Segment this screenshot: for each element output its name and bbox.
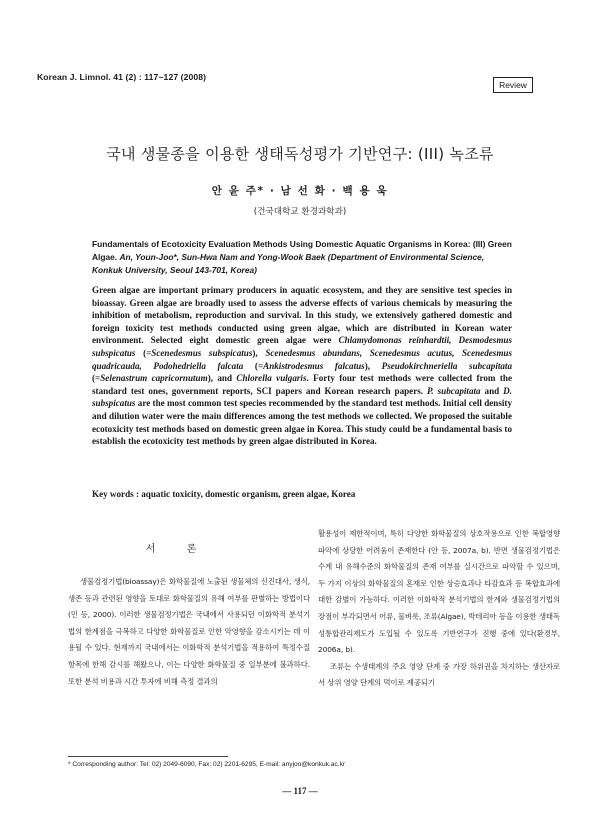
footnote-divider [68,756,228,757]
section-heading-introduction: 서 론 [145,544,211,555]
korean-title: 국내 생물종을 이용한 생태독성평가 기반연구: (III) 녹조류 [106,145,494,163]
article-type-badge: Review [493,77,533,93]
keywords: Key words : aquatic toxicity, domestic organism, green algae, Korea [92,489,356,499]
corresponding-author-footnote: * Corresponding author: Tel: 02) 2049-6090, Fax: 02) 2201-6295, E-mail: anyjoo@konkuk.ac.kr [68,761,346,768]
journal-citation: Korean J. Limnol. 41 (2) : 117~127 (2008) [37,72,207,82]
body-column-left [68,574,310,690]
page-number: — 117 — [282,786,318,796]
intro-paragraph-1-continued: 활용성이 제한적이며, 특히 다양한 화학물질의 상호작용으로 인한 복합영향 파악에 상당한 어려움이 존재한다 (안 등, 2007a, b). 반면 생물검정기법은 수계 내 유해수준의 화학물질의 존재 여부를 실시간으로 파악할 수 있으며, 두 가지 이상의 화학물질의 혼재로 인한 상승효과나 타감효과 등 복합효과에 대한 감별이 가능하다. 이러한 이화학적 분석기법의 한계와 생물검정기법의 장점이 부각되면서 어류, 물벼룩, 조류(Algae), 박테리아 등을 이용한 생태독성통합관리제도가 도입될 수 있도록 기반연구가 진행 중에 있다(환경부, 2006a, b). [318,529,560,655]
english-authors: An, Youn-Joo*, Sun-Hwa Nam and Yong-Wook Baek [119,252,326,262]
intro-paragraph-2: 조류는 수생태계의 주요 영양 단계 중 가장 하위권을 차지하는 생산자로서 상위 영양 단계의 먹이로 제공되기 [318,661,560,688]
english-title: Fundamentals of Ecotoxicity Evaluation Methods Using Domestic Aquatic Organisms in Korea: (III) Green Algae. [92,239,512,262]
english-title-block [92,238,512,277]
abstract: Green algae are important primary producers in aquatic ecosystem, and they are sensitive test species in bioassay. Green algae are broadly used to assess the adverse effects of various chemicals by measuring the inhibition of metabolism, reproduction and survival. In this study, we extensively gathered domestic and foreign toxicity test methods conducted using green algae, which are distributed in Korean water environment. Selected eight domestic green algae were Chlamydomonas reinhardtii, Desmodesmus subspicatus (=Scenedesmus subspicatus), Scenedesmus abundans, Scenedesmus acutus, Scenedesmus quadricauda, Podohedriella falcata (=Ankistrodesmus falcatus), Pseudokirchneriella subcapitata (=Selenastrum capricornutum), and Chlorella vulgaris. Forty four test methods were collected from the standard test ones, government reports, SCI papers and Korean research papers. P. subcapitata and D. subspicatus are the most common test species recommended by the standard test methods. Initial cell density and dilution water were the main differences among the test methods we collected. We proposed the suitable ecotoxicity test methods based on domestic green algae in Korea. This study could be a fundamental basis to establish the ecotoxicity test methods by green algae distributed in Korea. [92,285,513,447]
english-affiliation: (Department of Environmental Science, Konkuk University, Seoul 143-701, Korea) [92,252,485,275]
intro-paragraph-1: 생물검정기법(bioassay)은 화학물질에 노출된 생물체의 신진대사, 생식, 생존 등과 관련된 영향을 토대로 화학물질의 유해 여부를 판별하는 방법이다(민 등, 2000). 이러한 생물검정기법은 국내에서 사용되던 이화학적 분석기법의 한계점을 극복하고 다양한 화학물질로 인한 악영향을 감소시키는 데 이용될 수 있다. 현재까지 국내에서는 이화학적 분석기법을 적용하여 특정수질항목에 한해 감시를 해왔으나, 이는 다양한 화학물질 중 일부분에 불과하다. 또한 분석 비용과 시간 투자에 비해 측정 결과의 [68,577,310,686]
korean-authors: 안 윤 주* · 남 선 화 · 백 용 욱 [211,185,389,197]
body-column-right [318,526,560,692]
korean-affiliation: (건국대학교 환경과학과) [253,207,347,217]
